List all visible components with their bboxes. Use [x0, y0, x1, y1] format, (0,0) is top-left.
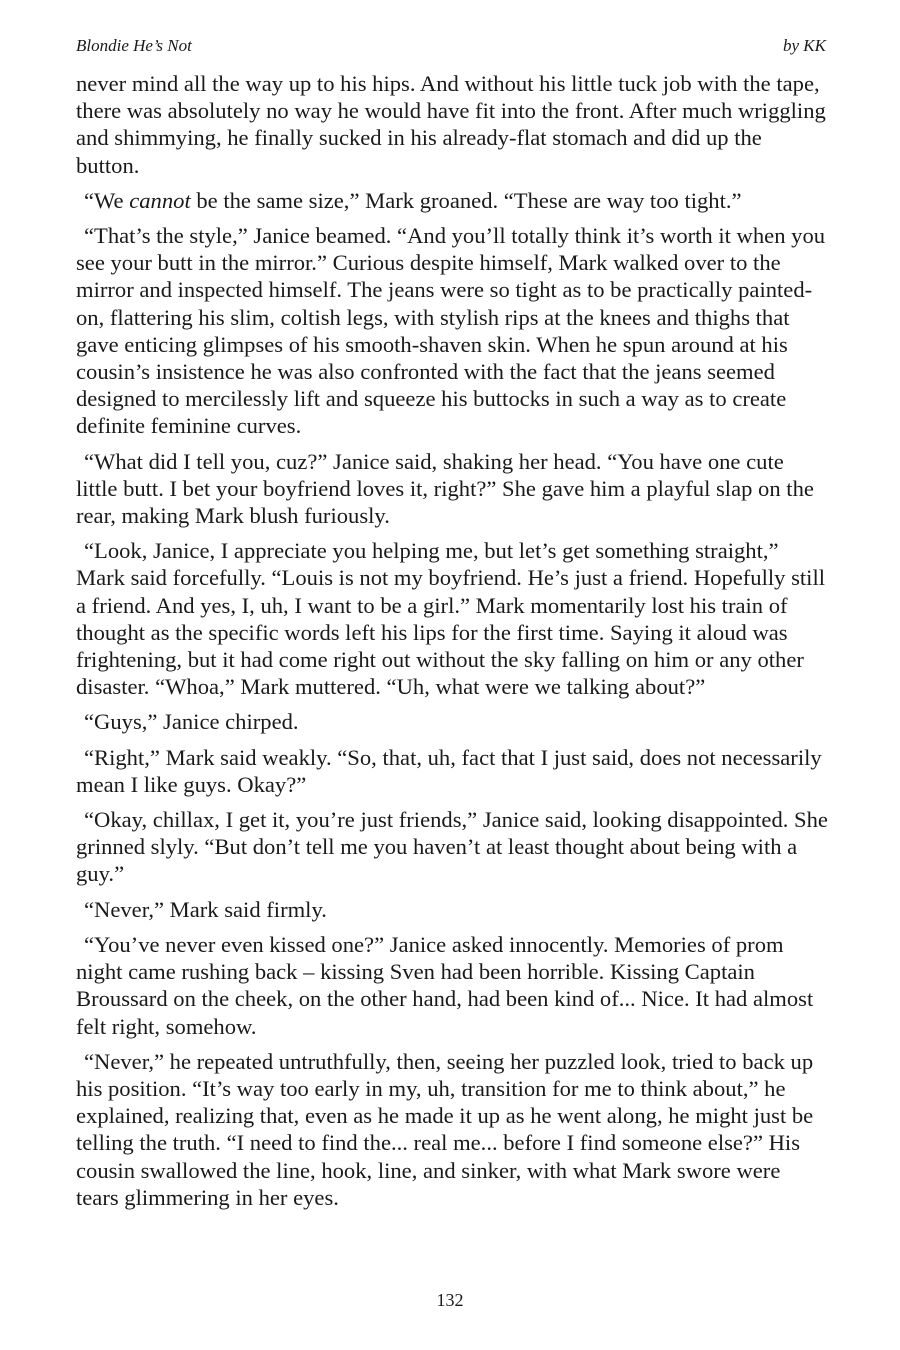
paragraph: “Look, Janice, I appreciate you helping me, but let’s get something straight,” Mark said forcefully. “Louis is not my boyfriend. He’s just a friend. Hopefully still a friend. And yes, I, uh, I want to be a girl.” Mark momentarily lost his train of thought as the specific words left his lips for the first time. Saying it aloud was frightening, but it had come right out without the sky falling on him or any other disaster. “Whoa,” Mark muttered. “Uh, what were we talking about?” — [76, 538, 826, 700]
paragraph: “That’s the style,” Janice beamed. “And you’ll totally think it’s worth it when you see your butt in the mirror.” Curious despite himself, Mark walked over to the mirror and inspected himself. The jeans were so tight as to be practically painted-on, flattering his slim, coltish legs, with stylish rips at the knees and thighs that gave enticing glimpses of his smooth-shaven skin. When he spun around at his cousin’s insistence he was also confronted with the fact that the jeans seemed designed to mercilessly lift and squeeze his buttocks in such a way as to create definite feminine curves. — [76, 223, 826, 439]
paragraph-text: be the same size,” Mark groaned. “These are way too tight.” — [190, 187, 742, 213]
paragraph: “What did I tell you, cuz?” Janice said, shaking her head. “You have one cute little butt. I bet your boyfriend loves it, right?” She gave him a playful slap on the rear, making Mark blush furiously. — [76, 448, 814, 529]
paragraph — [76, 187, 828, 214]
page-number: 132 — [436, 1290, 464, 1310]
paragraph: “Right,” Mark said weakly. “So, that, uh, fact that I just said, does not necessarily mean I like guys. Okay?” — [76, 744, 822, 797]
paragraph: “Never,” Mark said firmly. — [84, 896, 327, 922]
author-name: by KK — [783, 36, 826, 55]
running-header — [76, 36, 826, 58]
paragraph: “Okay, chillax, I get it, you’re just friends,” Janice said, looking disappointed. She grinned slyly. “But don’t tell me you haven’t at least thought about being with a guy.” — [76, 807, 828, 887]
paragraph-text: “We — [84, 187, 130, 213]
paragraph: “You’ve never even kissed one?” Janice asked innocently. Memories of prom night came rushing back – kissing Sven had been horrible. Kissing Captain Broussard on the cheek, on the other hand, had been kind of... Nice. It had almost felt right, somehow. — [76, 931, 814, 1039]
emphasis-text: cannot — [129, 187, 191, 213]
body-text — [76, 70, 828, 1219]
paragraph: “Never,” he repeated untruthfully, then, seeing her puzzled look, tried to back up his position. “It’s way too early in my, uh, transition for me to think about,” he explained, realizing that, even as he made it up as he went along, he might just be telling the truth. “I need to find the... real me... before I find someone else?” His cousin swallowed the line, hook, line, and sinker, with what Mark swore were tears glimmering in her eyes. — [76, 1048, 814, 1210]
book-title: Blondie He’s Not — [76, 36, 192, 55]
paragraph: never mind all the way up to his hips. And without his little tuck job with the tape, there was absolutely no way he would have fit into the front. After much wriggling and shimmying, he finally sucked in his already-flat stomach and did up the button. — [76, 71, 826, 178]
paragraph: “Guys,” Janice chirped. — [84, 709, 299, 735]
